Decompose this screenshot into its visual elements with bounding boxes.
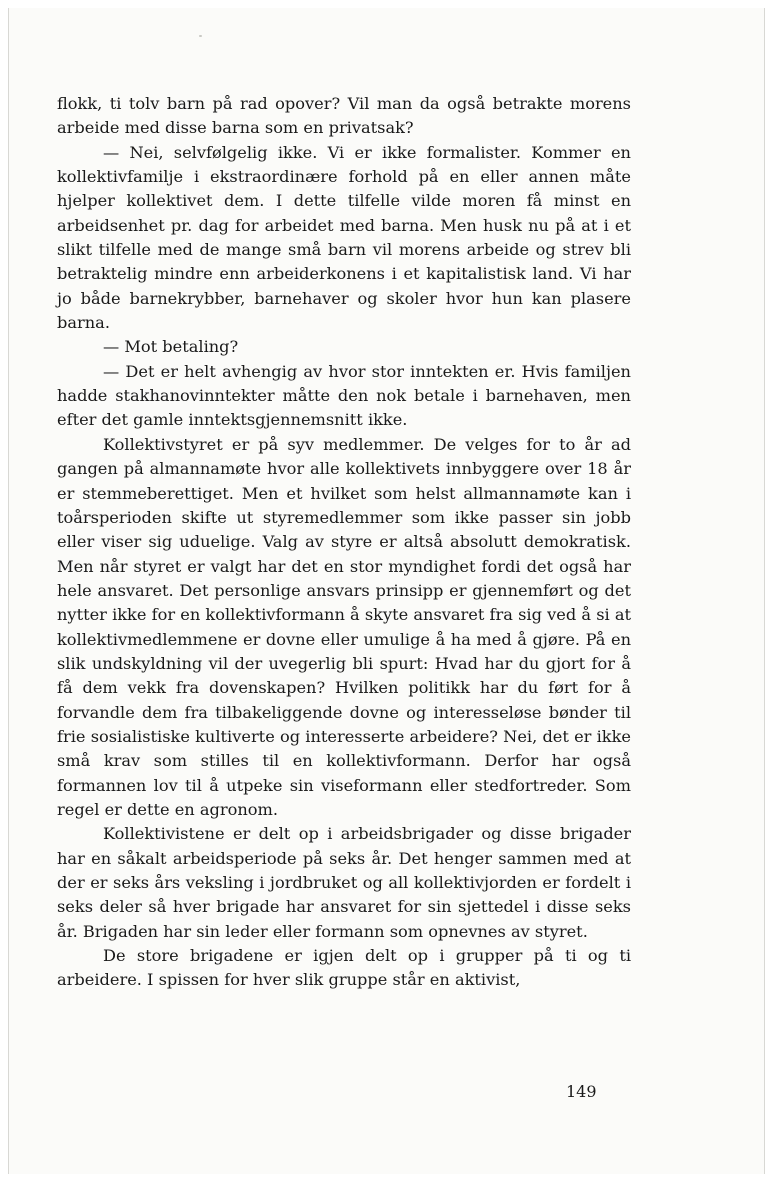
paragraph-2: — Nei, selvfølgelig ikke. Vi er ikke formalister. Kommer en kollektivfamilje i ekstraordinære forhold på en eller annen måte hjelper kollektivet dem. I dette tilfelle vilde moren få minst en arbeidsenhet pr. dag for arbeidet med barna. Men husk nu på at i et slikt tilfelle med de mange små barn vil morens arbeide og strev bli betraktelig mindre enn arbeiderkonens i et kapitalistisk land. Vi har jo både barnekrybber, barnehaver og skoler hvor hun kan plasere barna. [57, 142, 631, 333]
book-page [8, 8, 765, 1174]
paragraph-3: — Mot betaling? [103, 337, 239, 357]
paragraph-5: Kollektivstyret er på syv medlemmer. De velges for to år ad gangen på almannamøte hvor alle kollektivets innbyggere over 18 år er stemmeberettiget. Men et hvilket som helst allmannamøte kan i toårsperioden skifte ut styremedlemmer som ikke passer sin jobb eller viser sig uduelige. Valg av styre er altså absolutt demokratisk. Men når styret er valgt har det en stor myndighet fordi det også har hele ansvaret. Det personlige ansvars prinsipp er gjennemført og det nytter ikke for en kollektivformann å skyte ansvaret fra sig ved å si at kollektivmedlemmene er dovne eller umulige å ha med å gjøre. På en slik undskyldning vil der uvegerlig bli spurt: Hvad har du gjort for å få dem vekk fra dovenskapen? Hvilken politikk har du ført for å forvandle dem fra tilbakeliggende dovne og interesseløse bønder til frie sosialistiske kultiverte og interesserte arbeidere? Nei, det er ikke små krav som stilles til en kollektivformann. Derfor har også formannen lov til å utpeke sin viseformann eller stedfortreder. Som regel er dette en agronom. [57, 434, 631, 819]
paragraph-1: flokk, ti tolv barn på rad opover? Vil man da også betrakte morens arbeide med disse barna som en privatsak? [57, 94, 631, 138]
paragraph-4: — Det er helt avhengig av hvor stor inntekten er. Hvis familjen hadde stakhanovinntekter måtte den nok betale i barnehaven, men efter det gamle inntektsgjennemsnitt ikke. [57, 361, 631, 430]
paragraph-6: Kollektivistene er delt op i arbeidsbrigader og disse brigader har en såkalt arbeidsperiode på seks år. Det henger sammen med at der er seks års veksling i jordbruket og all kollektivjorden er fordelt i seks deler så hver brigade har ansvaret for sin sjettedel i disse seks år. Brigaden har sin leder eller formann som opnevnes av styret. [57, 824, 631, 941]
body-text [57, 92, 631, 993]
paragraph-7: De store brigadene er igjen delt op i grupper på ti og ti arbeidere. I spissen for hver slik gruppe står en aktivist, [57, 946, 631, 990]
page-number: 149 [566, 1082, 597, 1101]
paper-speck [199, 35, 202, 37]
